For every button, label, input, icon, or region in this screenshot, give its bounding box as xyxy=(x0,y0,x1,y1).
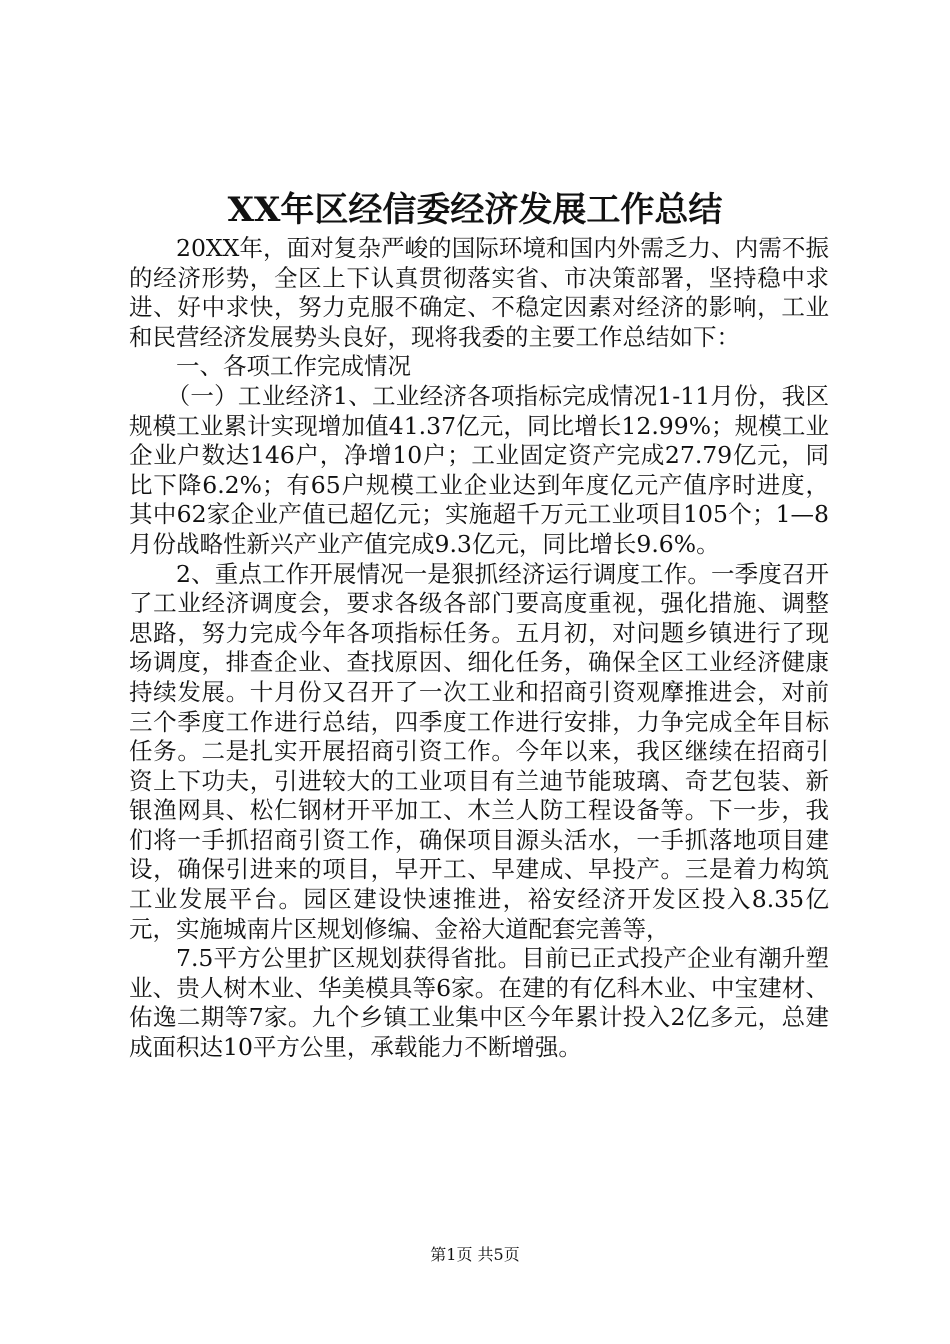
paragraph-key-work: 2、重点工作开展情况一是狠抓经济运行调度工作。一季度召开了工业经济调度会，要求各级各部门要高度重视，强化措施、调整思路，努力完成今年各项指标任务。五月初，对问题乡镇进行了现场调度，排查企业、查找原因、细化任务，确保全区工业经济健康持续发展。十月份又召开了一次工业和招商引资观摩推进会，对前三个季度工作进行总结，四季度工作进行安排，力争完成全年目标任务。二是扎实开展招商引资工作。今年以来，我区继续在招商引资上下功夫，引进较大的工业项目有兰迪节能玻璃、奇艺包装、新银渔网具、松仁钢材开平加工、木兰人防工程设备等。下一步，我们将一手抓招商引资工作，确保项目源头活水，一手抓落地项目建设，确保引进来的项目，早开工、早建成、早投产。三是着力构筑工业发展平台。园区建设快速推进，裕安经济开发区投入8.35亿元，实施城南片区规划修编、金裕大道配套完善等， xyxy=(129,559,829,943)
paragraph-industrial-economy: （一）工业经济1、工业经济各项指标完成情况1-11月份，我区规模工业累计实现增加值41.37亿元，同比增长12.99%；规模工业企业户数达146户，净增10户；工业固定资产完成27.79亿元，同比下降6.2%；有65户规模工业企业达到年度亿元产值序时进度，其中62家企业产值已超亿元；实施超千万元工业项目105个；1—8月份战略性新兴产业产值完成9.3亿元，同比增长9.6%。 xyxy=(129,381,829,558)
page-footer: 第1页 共5页 xyxy=(430,1245,520,1264)
paragraph-intro: 20XX年，面对复杂严峻的国际环境和国内外需乏力、内需不振的经济形势，全区上下认真贯彻落实省、市决策部署，坚持稳中求进、好中求快，努力克服不确定、不稳定因素对经济的影响，工业和民营经济发展势头良好，现将我委的主要工作总结如下： xyxy=(129,234,829,351)
paragraph-expansion: 7.5平方公里扩区规划获得省批。目前已正式投产企业有潮升塑业、贵人树木业、华美模具等6家。在建的有亿科木业、中宝建材、佑逸二期等7家。九个乡镇工业集中区今年累计投入2亿多元，总建成面积达10平方公里，承载能力不断增强。 xyxy=(129,944,829,1062)
document-title: XX年区经信委经济发展工作总结 xyxy=(227,190,723,230)
document-body xyxy=(129,234,829,1063)
section-heading: 一、各项工作完成情况 xyxy=(176,352,411,381)
